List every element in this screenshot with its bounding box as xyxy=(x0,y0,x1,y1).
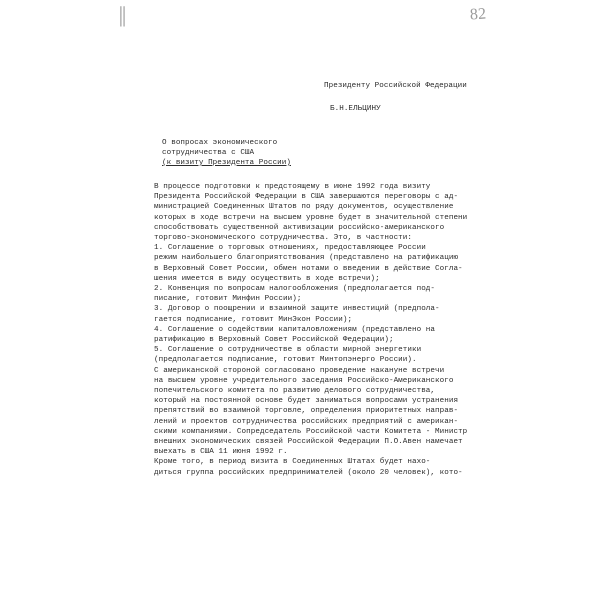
handwritten-mark-left: || xyxy=(119,2,126,27)
body-line: диться группа российских предпринимателей (около 20 человек), кото- xyxy=(154,468,463,477)
body-line: которых в ходе встречи на высшем уровне будет в значительной степени xyxy=(154,213,468,222)
body-line: внешних экономических связей Российской Федерации П.О.Авен намечает xyxy=(154,438,463,447)
body-line: лений и проектов сотрудничества российских предприятий с американ- xyxy=(154,417,459,426)
handwritten-page-number: 82 xyxy=(469,5,487,24)
body-line: препятствий во взаимной торговле, определения приоритетных направ- xyxy=(154,407,459,416)
body-line: скими компаниями. Сопредседатель Российской части Комитета - Министр xyxy=(154,427,468,436)
subject-block xyxy=(162,138,291,168)
body-line: который на постоянной основе будет заниматься вопросами устранения xyxy=(154,397,459,406)
body-line: гается подписание, готовит МинЭкон России); xyxy=(154,315,353,324)
body-line: В процессе подготовки к предстоящему в июне 1992 года визиту xyxy=(154,183,431,191)
body-line: 4. Соглашение о содействии капиталовложениям (представлено на xyxy=(154,325,436,334)
body-line: ратификацию в Верховный Совет Российской Федерации); xyxy=(154,336,394,345)
body-line: 3. Договор о поощрении и взаимной защите инвестиций (предпола- xyxy=(154,305,440,314)
body-line: Кроме того, в период визита в Соединенных Штатах будет нахо- xyxy=(154,458,431,467)
body-line: режим наибольшего благоприятствования (представлено на ратификацию xyxy=(154,254,459,263)
memo-body xyxy=(154,182,504,478)
body-line: С американской стороной согласовано проведение накануне встречи xyxy=(154,366,445,375)
body-line: (предполагается подписание, готовит Минтопэнерго России). xyxy=(154,356,417,365)
body-line: шения имеется в виду осуществить в ходе встречи); xyxy=(154,274,380,283)
addressee-title: Президенту Российской Федерации xyxy=(324,82,467,90)
body-line: 2. Конвенция по вопросам налогообложения (предполагается под- xyxy=(154,285,436,294)
addressee-name: Б.Н.ЕЛЬЦИНУ xyxy=(330,105,381,113)
subject-line-2: сотрудничества с США xyxy=(162,149,255,157)
body-line: способствовать существенной активизации российско-американского xyxy=(154,223,445,232)
subject-line-3: (к визиту Президента России) xyxy=(162,159,291,167)
body-line: министрацией Соединенных Штатов по ряду документов, осуществление xyxy=(154,203,454,212)
body-line: 1. Соглашение о торговых отношениях, предоставляющее России xyxy=(154,244,426,253)
body-line: в Верховный Совет России, обмен нотами о введении в действие Согла- xyxy=(154,264,463,273)
subject-line-1: О вопросах экономического xyxy=(162,139,278,147)
body-line: писание, готовит Минфин России); xyxy=(154,295,302,304)
body-line: на высшем уровне учредительного заседания Российско-Американского xyxy=(154,376,454,385)
body-line: 5. Соглашение о сотрудничестве в области мирной энергетики xyxy=(154,346,422,355)
body-line: Президента Российской Федерации в США завершаются переговоры с ад- xyxy=(154,193,459,202)
body-line: торгово-экономического сотрудничества. Это, в частности: xyxy=(154,234,412,243)
body-line: выехать в США 11 июня 1992 г. xyxy=(154,448,288,457)
body-line: попечительского комитета по развитию делового сотрудничества, xyxy=(154,387,436,396)
